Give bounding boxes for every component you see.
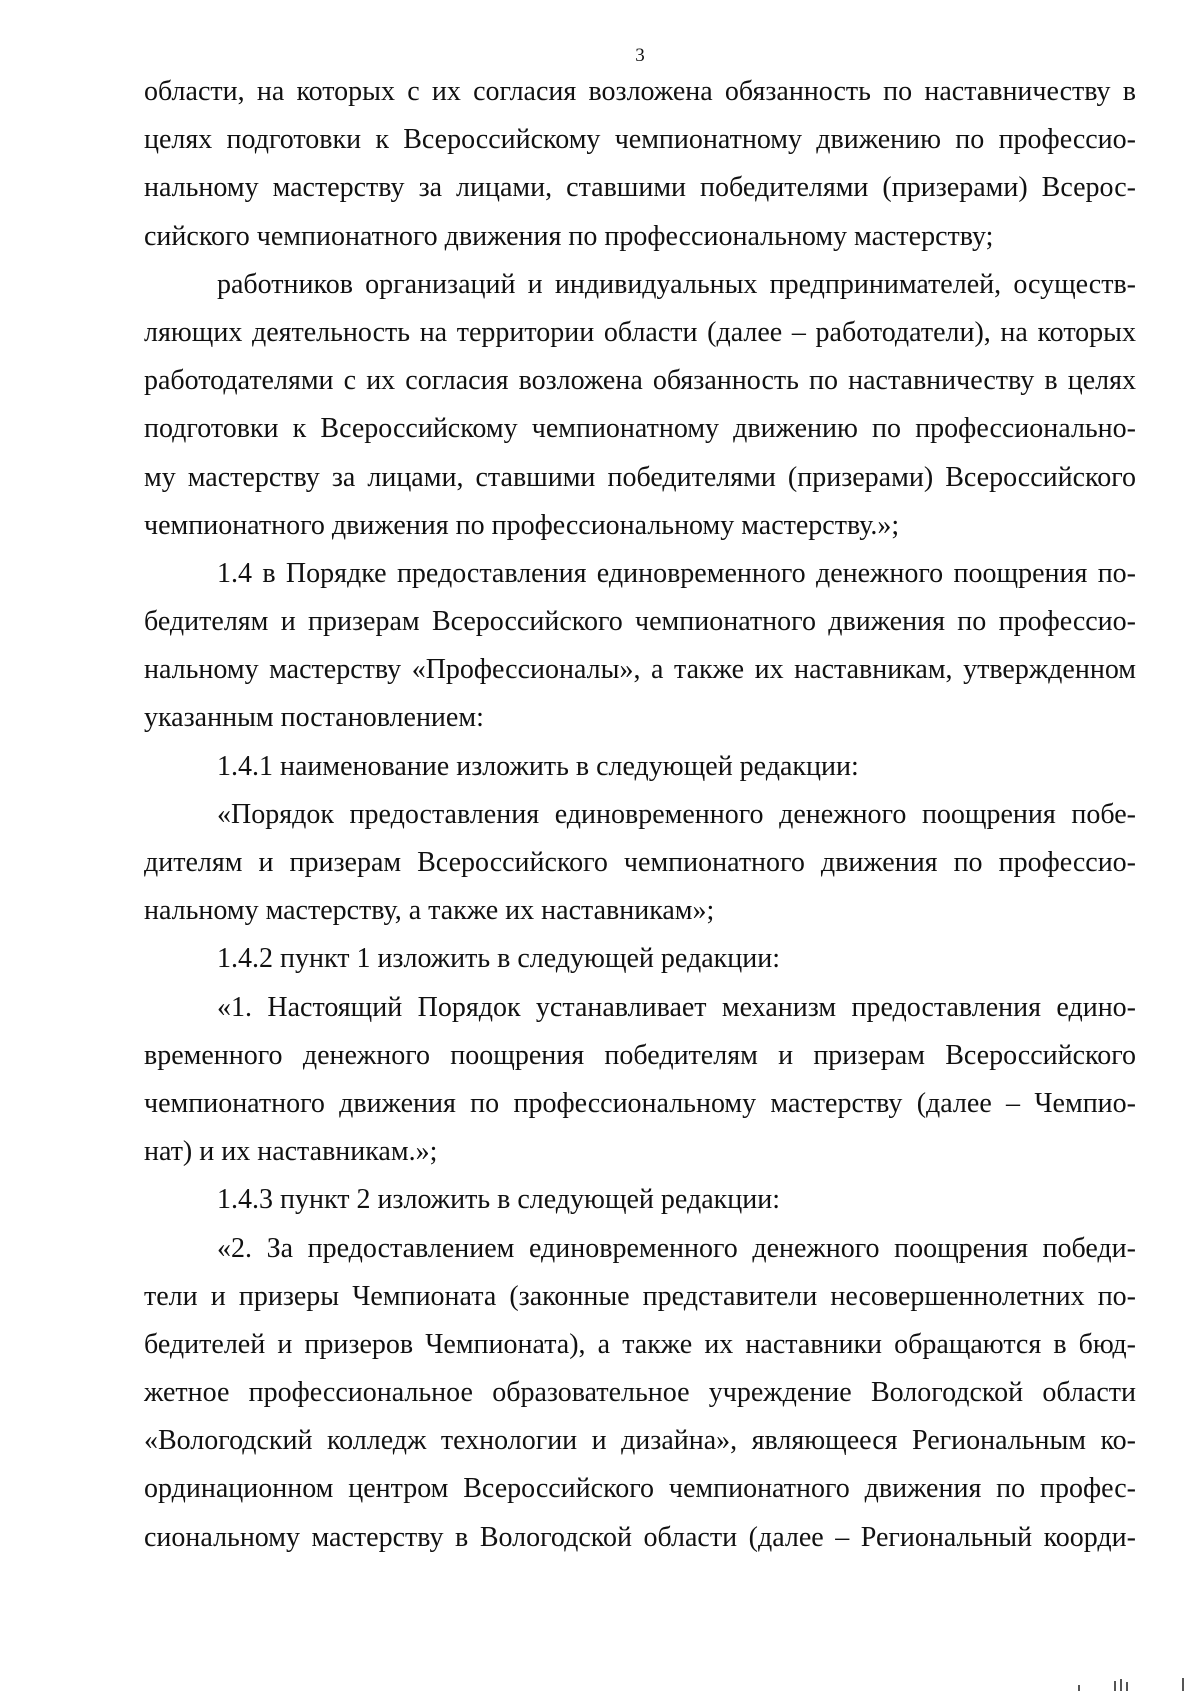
text-line: временного денежного поощрения победителям и призерам Всероссийского xyxy=(144,1039,1136,1071)
text-line: ляющих деятельность на территории области (далее – работодатели), на которых xyxy=(144,316,1136,348)
document-body xyxy=(144,68,1136,1562)
text-line: «2. За предоставлением единовременного денежного поощрения победи- xyxy=(217,1232,1136,1264)
scan-artifact xyxy=(1070,1677,1190,1691)
text-line: дителям и призерам Всероссийского чемпионатного движения по профессио- xyxy=(144,847,1136,878)
text-line: «1. Настоящий Порядок устанавливает механизм предоставления едино- xyxy=(217,991,1136,1023)
text-line: чемпионатного движения по профессиональному мастерству (далее – Чемпио- xyxy=(144,1087,1136,1119)
text-line: тели и призеры Чемпионата (законные представители несовершеннолетних по- xyxy=(144,1280,1136,1312)
text-line: сиональному мастерству в Вологодской области (далее – Региональный коорди- xyxy=(144,1521,1136,1553)
text-line: жетное профессиональное образовательное учреждение Вологодской области xyxy=(144,1377,1136,1409)
text-line: бедителям и призерам Всероссийского чемпионатного движения по профессио- xyxy=(144,606,1136,638)
text-line: 1.4 в Порядке предоставления единовременного денежного поощрения по- xyxy=(217,557,1136,589)
text-line: «Вологодский колледж технологии и дизайна», являющееся Региональным ко- xyxy=(144,1425,1136,1457)
page-number: 3 xyxy=(635,45,645,66)
text-line: нальному мастерству, а также их наставникам»; xyxy=(144,895,715,927)
text-line: области, на которых с их согласия возложена обязанность по наставничеству в xyxy=(144,76,1136,107)
text-line: сийского чемпионатного движения по профессиональному мастерству; xyxy=(144,220,994,252)
text-line: работодателями с их согласия возложена обязанность по наставничеству в целях xyxy=(144,365,1136,397)
text-line: нальному мастерству за лицами, ставшими победителями (призерами) Всерос- xyxy=(144,172,1136,204)
text-line: 1.4.2 пункт 1 изложить в следующей редакции: xyxy=(217,943,780,975)
text-line: целях подготовки к Всероссийскому чемпионатному движению по профессио- xyxy=(144,124,1136,156)
text-line: нат) и их наставникам.»; xyxy=(144,1136,438,1168)
text-line: му мастерству за лицами, ставшими победителями (призерами) Всероссийского xyxy=(144,461,1136,493)
text-line: нальному мастерству «Профессионалы», а также их наставникам, утвержденном xyxy=(144,654,1136,686)
text-line: работников организаций и индивидуальных предпринимателей, осуществ- xyxy=(217,268,1136,300)
text-line: 1.4.3 пункт 2 изложить в следующей редакции: xyxy=(217,1184,780,1216)
text-line: бедителей и призеров Чемпионата), а также их наставники обращаются в бюд- xyxy=(144,1328,1136,1360)
text-line: «Порядок предоставления единовременного денежного поощрения побе- xyxy=(217,798,1136,830)
text-line: 1.4.1 наименование изложить в следующей редакции: xyxy=(217,750,859,782)
text-line: ординационном центром Всероссийского чемпионатного движения по профес- xyxy=(144,1473,1136,1505)
text-line: подготовки к Всероссийскому чемпионатному движению по профессионально- xyxy=(144,413,1136,445)
text-line: указанным постановлением: xyxy=(144,702,484,734)
text-line: чемпионатного движения по профессиональному мастерству.»; xyxy=(144,509,900,541)
